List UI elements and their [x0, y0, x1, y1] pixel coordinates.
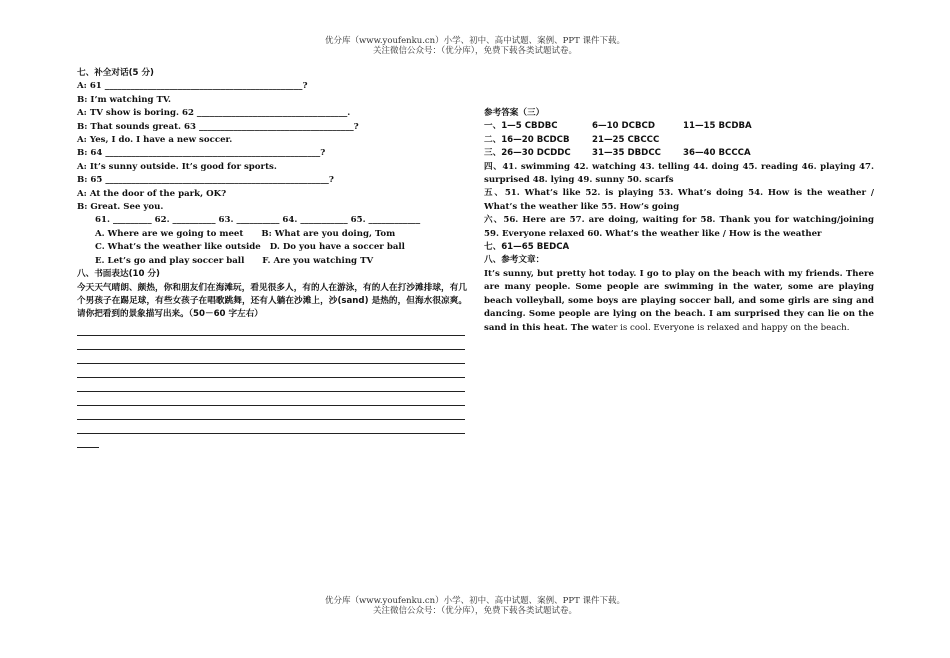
writing-line	[77, 364, 465, 378]
page-footer	[0, 596, 950, 616]
answer-blanks: 61. _________ 62. __________ 63. __________ 64. ___________ 65. ____________	[95, 215, 421, 226]
header-line-1: 优分库（www.youfenku.cn）小学、初中、高中试题、案例、PPT 课件下载。	[325, 36, 625, 46]
essay-bold-text: It’s sunny, but pretty hot today. I go to play on the beach with my friends. There are many people. Some people are swimming in the water, some are playing beach volleyball, some boys are playing soccer ball, and some girls are sing and dancing. Some people are lying on the beach. I am surprised they can lie on the sand in this heat. The wa	[484, 268, 874, 333]
answer-section-5: 五、51. What’s like 52. is playing 53. What’s doing 54. How is the weather / What’s the weather like 55. How’s going	[484, 188, 874, 212]
answer-cell: 一、1—5 CBDBC	[484, 121, 558, 132]
writing-area[interactable]	[77, 322, 467, 448]
reference-essay-title: 八、参考文章：	[484, 255, 545, 266]
right-column	[484, 107, 874, 335]
section-8-title: 八、书面表达(10 分)	[77, 269, 160, 280]
option-line: A. Where are we going to meet B: What are you doing, Tom	[95, 228, 396, 239]
answer-cell: 11—15 BCDBA	[683, 121, 752, 132]
answer-section-4: 四、41. swimming 42. watching 43. telling 44. doing 45. reading 46. playing 47. surprised 48. lying 49. sunny 50. scarfs	[484, 161, 874, 186]
dialog-line: B: Great. See you.	[77, 202, 164, 213]
footer-line-1: 优分库（www.youfenku.cn）小学、初中、高中试题、案例、PPT 课件下载。	[325, 596, 625, 606]
writing-line	[77, 336, 465, 350]
section-7-title: 七、补全对话(5 分)	[77, 68, 154, 78]
answer-section-6: 六、56. Here are 57. are doing, waiting for 58. Thank you for watching/joining 59. Everyone relaxed 60. What’s the weather like / How is the weather	[484, 215, 874, 239]
page-header	[0, 36, 950, 56]
answer-cell: 二、16—20 BCDCB	[484, 134, 570, 145]
dialog-line: A: TV show is boring. 62 ___________________________________.	[77, 108, 351, 119]
writing-line	[77, 420, 465, 434]
writing-prompt: 今天天气晴朗、颇热，你和朋友们在海滩玩，看见很多人，有的人在游泳，有的人在打沙滩排球，有几个男孩子在踢足球，有些女孩子在唱歌跳舞，还有人躺在沙滩上，沙(sand) 是热的，但海水很凉爽。请你把看到的景象描写出来。（50－60 字左右）	[77, 282, 467, 320]
writing-line	[77, 406, 465, 420]
answer-cell: 三、26—30 DCDDC	[484, 148, 571, 159]
option-line: C. What’s the weather like outside D. Do you have a soccer ball	[95, 242, 405, 253]
answer-cell: 31—35 DBDCC	[592, 148, 661, 159]
answer-cell: 21—25 CBCCC	[592, 134, 660, 145]
dialog-line: A: It’s sunny outside. It’s good for sports.	[77, 161, 277, 172]
dialog-line: A: At the door of the park, OK?	[77, 188, 227, 199]
dialog-line: B: 64 __________________________________________________?	[77, 148, 326, 159]
answer-section-7: 七、61—65 BEDCA	[484, 242, 570, 253]
writing-line	[77, 434, 99, 448]
answer-key-title: 参考答案（三）	[484, 108, 545, 118]
answer-row	[484, 147, 874, 160]
reference-essay	[484, 268, 874, 335]
dialog-line: A: Yes, I do. I have a new soccer.	[77, 135, 233, 146]
answer-cell: 36—40 BCCCA	[683, 148, 751, 159]
dialog-line: B: I’m watching TV.	[77, 94, 172, 105]
header-line-2: 关注微信公众号：（优分库），免费下载各类试题试卷。	[372, 46, 577, 56]
footer-line-2: 关注微信公众号：（优分库），免费下载各类试题试卷。	[372, 606, 577, 616]
answer-row	[484, 134, 874, 147]
writing-line	[77, 322, 465, 336]
writing-line	[77, 350, 465, 364]
dialog-line: A: 61 ______________________________________________?	[77, 81, 308, 92]
option-line: E. Let’s go and play soccer ball F. Are you watching TV	[95, 255, 374, 266]
answer-cell: 6—10 DCBCD	[592, 121, 655, 132]
writing-line	[77, 378, 465, 392]
answer-row	[484, 120, 874, 133]
writing-line	[77, 392, 465, 406]
dialog-line: B: 65 ____________________________________________________?	[77, 175, 334, 186]
dialog-line: B: That sounds great. 63 ____________________________________?	[77, 121, 359, 132]
essay-normal-text: ter is cool. Everyone is relaxed and happy on the beach.	[604, 322, 850, 333]
left-column	[77, 67, 467, 448]
